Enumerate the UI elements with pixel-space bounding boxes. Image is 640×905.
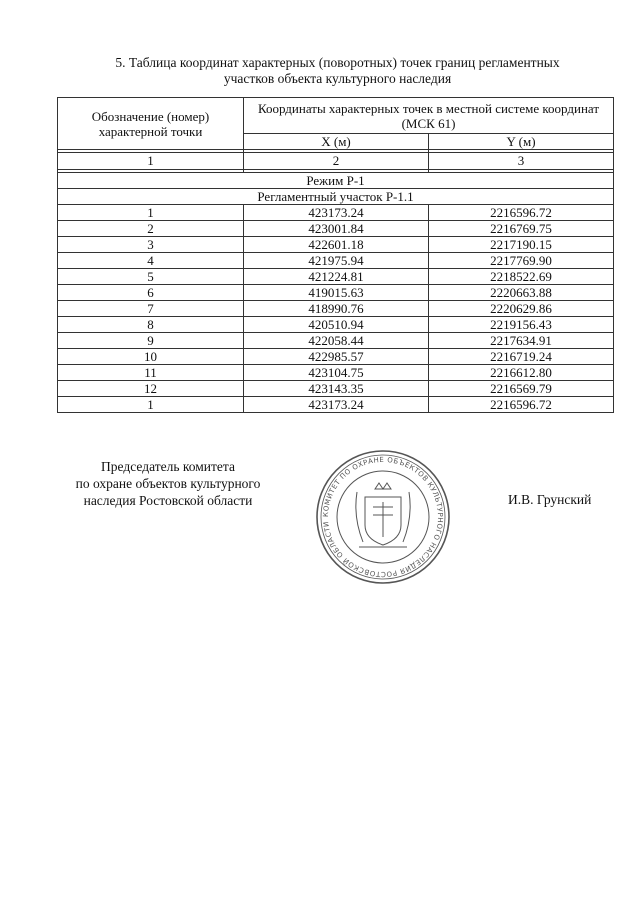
table-row bbox=[58, 237, 614, 253]
x-coordinate: 421975.94 bbox=[244, 253, 429, 269]
point-number: 5 bbox=[58, 269, 244, 285]
document-title bbox=[60, 55, 615, 87]
x-coordinate: 420510.94 bbox=[244, 317, 429, 333]
table-row bbox=[58, 397, 614, 413]
title-line-2: участков объекта культурного наследия bbox=[223, 71, 452, 86]
header-coordinates: Координаты характерных точек в местной системе координат (МСК 61) bbox=[244, 98, 614, 134]
y-coordinate: 2220629.86 bbox=[429, 301, 614, 317]
x-coordinate: 423143.35 bbox=[244, 381, 429, 397]
point-number: 2 bbox=[58, 221, 244, 237]
y-coordinate: 2216596.72 bbox=[429, 205, 614, 221]
table-row bbox=[58, 205, 614, 221]
table-row bbox=[58, 381, 614, 397]
table-row bbox=[58, 285, 614, 301]
x-coordinate: 423173.24 bbox=[244, 397, 429, 413]
point-number: 12 bbox=[58, 381, 244, 397]
point-number: 11 bbox=[58, 365, 244, 381]
point-number: 7 bbox=[58, 301, 244, 317]
header-point-designation: Обозначение (номер) характерной точки bbox=[58, 98, 244, 150]
coat-of-arms-icon bbox=[356, 483, 410, 547]
column-number-3: 3 bbox=[429, 153, 614, 170]
y-coordinate: 2216719.24 bbox=[429, 349, 614, 365]
signatory-line-3: наследия Ростовской области bbox=[83, 493, 253, 508]
y-coordinate: 2216769.75 bbox=[429, 221, 614, 237]
header-x: X (м) bbox=[244, 134, 429, 150]
seal-text: КОМИТЕТ ПО ОХРАНЕ ОБЪЕКТОВ КУЛЬТУРНОГО НАСЛЕДИЯ РОСТОВСКОЙ ОБЛАСТИ bbox=[321, 455, 445, 579]
table-row bbox=[58, 301, 614, 317]
point-number: 1 bbox=[58, 397, 244, 413]
y-coordinate: 2217769.90 bbox=[429, 253, 614, 269]
x-coordinate: 422601.18 bbox=[244, 237, 429, 253]
x-coordinate: 422058.44 bbox=[244, 333, 429, 349]
x-coordinate: 418990.76 bbox=[244, 301, 429, 317]
column-number-2: 2 bbox=[244, 153, 429, 170]
x-coordinate: 421224.81 bbox=[244, 269, 429, 285]
point-number: 4 bbox=[58, 253, 244, 269]
signatory-name: И.В. Грунский bbox=[508, 492, 592, 507]
column-number-1: 1 bbox=[58, 153, 244, 170]
header-y: Y (м) bbox=[429, 134, 614, 150]
table-row bbox=[58, 221, 614, 237]
x-coordinate: 423173.24 bbox=[244, 205, 429, 221]
table-row bbox=[58, 269, 614, 285]
y-coordinate: 2218522.69 bbox=[429, 269, 614, 285]
table-row bbox=[58, 365, 614, 381]
table-row bbox=[58, 333, 614, 349]
column-number-row bbox=[58, 153, 614, 170]
point-number: 3 bbox=[58, 237, 244, 253]
x-coordinate: 422985.57 bbox=[244, 349, 429, 365]
point-number: 6 bbox=[58, 285, 244, 301]
point-number: 9 bbox=[58, 333, 244, 349]
point-number: 1 bbox=[58, 205, 244, 221]
point-number: 10 bbox=[58, 349, 244, 365]
official-seal-icon bbox=[313, 447, 453, 587]
y-coordinate: 2216596.72 bbox=[429, 397, 614, 413]
x-coordinate: 423001.84 bbox=[244, 221, 429, 237]
y-coordinate: 2216569.79 bbox=[429, 381, 614, 397]
coordinates-table bbox=[57, 97, 614, 413]
title-line-1: 5. Таблица координат характерных (поворотных) точек границ регламентных bbox=[115, 55, 560, 70]
signatory-line-2: по охране объектов культурного bbox=[75, 476, 261, 491]
x-coordinate: 419015.63 bbox=[244, 285, 429, 301]
y-coordinate: 2220663.88 bbox=[429, 285, 614, 301]
regime-label: Режим Р-1 bbox=[58, 173, 614, 189]
signatory-title bbox=[48, 458, 288, 509]
table-row bbox=[58, 349, 614, 365]
y-coordinate: 2217634.91 bbox=[429, 333, 614, 349]
table-row bbox=[58, 253, 614, 269]
y-coordinate: 2216612.80 bbox=[429, 365, 614, 381]
table-row bbox=[58, 317, 614, 333]
signatory-line-1: Председатель комитета bbox=[101, 459, 235, 474]
section-label: Регламентный участок Р-1.1 bbox=[58, 189, 614, 205]
y-coordinate: 2217190.15 bbox=[429, 237, 614, 253]
x-coordinate: 423104.75 bbox=[244, 365, 429, 381]
point-number: 8 bbox=[58, 317, 244, 333]
y-coordinate: 2219156.43 bbox=[429, 317, 614, 333]
